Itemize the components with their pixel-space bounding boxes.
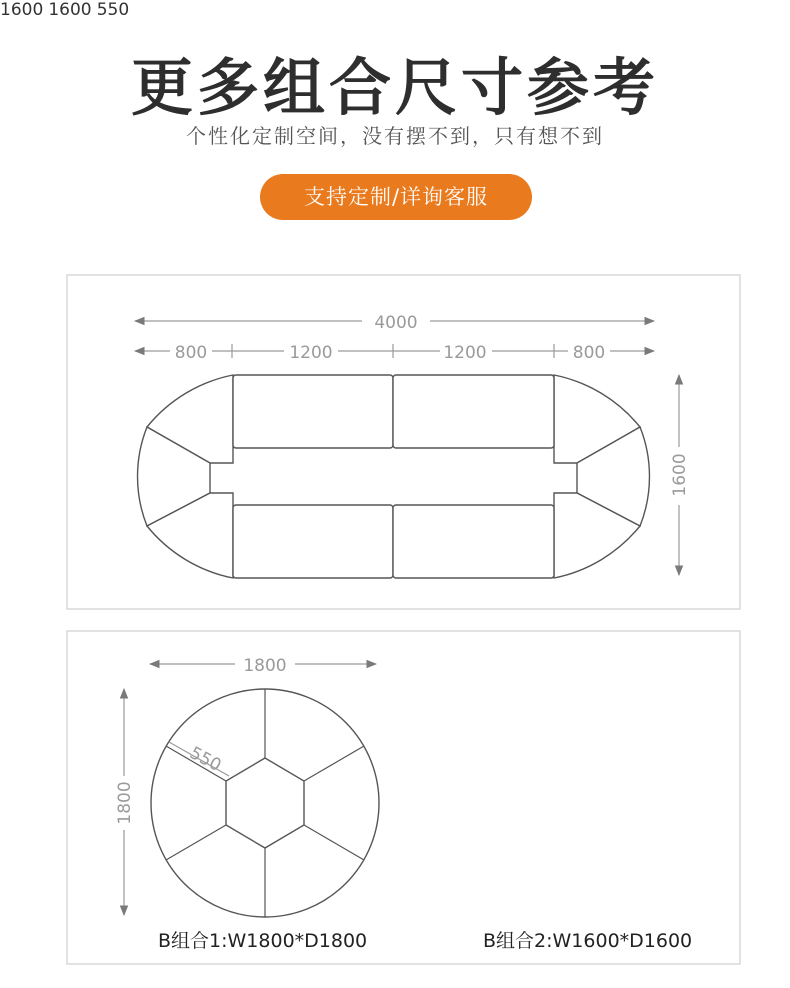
top-right-module (393, 375, 554, 448)
layout-b1-depth-dimension (115, 689, 135, 915)
layout-b1-width: 1800 (243, 656, 287, 676)
bottom-left-module (233, 505, 393, 578)
layout-b2-depth: 1600 (48, 0, 92, 20)
top-left-module (233, 375, 393, 448)
layout-b1-depth: 1800 (115, 781, 135, 825)
page-title: 更多组合尺寸参考 (130, 51, 659, 124)
layout-b2-inner: 550 (96, 0, 130, 20)
layout-a-segment-1: 800 (174, 343, 208, 363)
customize-contact-button[interactable]: 支持定制/详询客服 (260, 174, 532, 220)
layout-a-sofa-outline (138, 375, 650, 578)
layout-b1-round-sofa (151, 689, 379, 917)
layout-b2-caption: B组合2:W1600*D1600 (483, 930, 693, 952)
layout-b1-inner: 550 (186, 743, 225, 777)
layout-b2-width: 1600 (0, 0, 44, 20)
layout-a-total-dimension (135, 313, 654, 333)
layout-a-segment-2: 1200 (289, 343, 333, 363)
layout-a-segment-4: 800 (572, 343, 606, 363)
layout-a-depth: 1600 (670, 453, 690, 497)
layout-b1-width-dimension (150, 656, 376, 676)
layout-a-segment-3: 1200 (443, 343, 487, 363)
page-subtitle: 个性化定制空间，没有摆不到，只有想不到 (186, 124, 604, 148)
layout-b1-caption: B组合1:W1800*D1800 (158, 930, 368, 952)
layout-a-depth-dimension (670, 375, 690, 575)
bottom-right-module (393, 505, 554, 578)
layout-a-total-width: 4000 (374, 313, 418, 333)
layout-a-segment-dimensions (135, 343, 654, 363)
